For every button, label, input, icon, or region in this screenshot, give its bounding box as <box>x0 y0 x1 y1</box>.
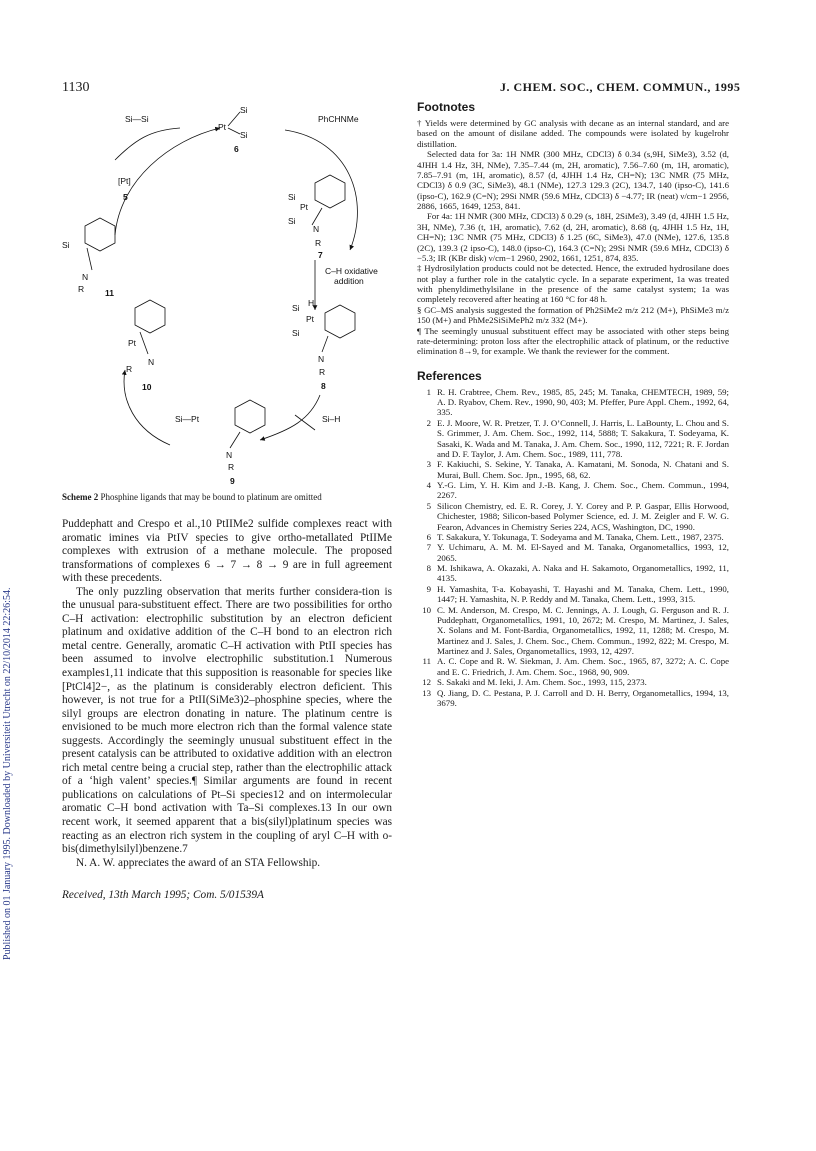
references-title: References <box>417 368 482 383</box>
footnote: ‡ Hydrosilylation products could not be detected. Hence, the extruded hydrosilane does not play a further role in the catalytic cycle. In a separate experiment, 1a was treated with phenyldimethylsilane in the presence of the same catalyst system; 1a was completely recovered after heating at 160 °C for 48 h. <box>417 263 729 305</box>
footnote: ¶ The seemingly unusual substituent effect may be associated with other steps being rate-determining: proton loss after the electrophilic attack of platinum, or the reductive elimination 8→9, for example. We thank the reviewer for the comment. <box>417 325 729 357</box>
reference-item <box>417 387 729 418</box>
received-date: Received, 13th March 1995; Com. 5/01539A <box>62 889 264 901</box>
reference-number: 8 <box>426 563 431 573</box>
reference-number: 4 <box>426 480 431 490</box>
scheme-caption <box>62 492 392 502</box>
label-si-si: Si—Si <box>125 114 149 124</box>
label-8-pt: Pt <box>306 314 315 324</box>
footnote: † Yields were determined by GC analysis with decane as an internal standard, and are based on the amount of disilane added. The compounds were isolated by kugelrohr distillation. <box>417 118 729 149</box>
notes-column <box>417 100 729 708</box>
reference-item <box>417 418 729 460</box>
label-10-pt: Pt <box>128 338 137 348</box>
reference-number: 5 <box>426 500 431 511</box>
compound-5: 5 <box>123 192 128 202</box>
label-6-si-top: Si <box>240 105 248 115</box>
reference-text: T. Sakakura, Y. Tokunaga, T. Sodeyama and M. Tanaka, Chem. Lett., 1987, 2375. <box>437 531 724 542</box>
reference-item <box>417 480 729 501</box>
reference-text: Silicon Chemistry, ed. E. R. Corey, J. Y. Corey and P. P. Gaspar, Ellis Horwood, Chichester, 1988; Silicon-based Polymer Science, ed. J. M. Zeigler and F. W. G. Fearon, Advances in Chemistry Series 224, ACS, Washington, DC, 1990. <box>437 500 729 532</box>
label-9-n: N <box>226 450 233 460</box>
label-7-n: N <box>313 224 320 234</box>
compound-8: 8 <box>321 381 326 391</box>
reference-number: 2 <box>426 417 431 428</box>
reference-text: Y. Uchimaru, A. M. M. El-Sayed and M. Tanaka, Organometallics, 1993, 12, 2065. <box>437 542 729 563</box>
reference-number: 12 <box>422 677 431 688</box>
reference-list <box>417 387 729 709</box>
compound-7: 7 <box>318 250 323 260</box>
reference-text: S. Sakaki and M. Ieki, J. Am. Chem. Soc., 1993, 115, 2373. <box>437 677 647 688</box>
label-ch-oxidative: C–H oxidative <box>325 266 378 276</box>
reference-text: Y.-G. Lim, Y. H. Kim and J.-B. Kang, J. Chem. Soc., Chem. Commun., 1994, 2267. <box>437 480 729 501</box>
reference-text: F. Kakiuchi, S. Sekine, Y. Tanaka, A. Kamatani, M. Sonoda, N. Chatani and S. Murai, Bull. Chem. Soc. Jpn., 1995, 68, 62. <box>437 459 729 480</box>
reference-number: 7 <box>426 542 431 553</box>
label-8-r: R <box>319 367 326 377</box>
label-8-h: H <box>308 298 315 308</box>
label-10-r: R <box>126 364 133 374</box>
reference-text: M. Ishikawa, A. Okazaki, A. Naka and H. Sakamoto, Organometallics, 1992, 11, 4135. <box>437 563 729 584</box>
label-8-si-top: Si <box>292 303 300 313</box>
reference-number: 13 <box>422 687 431 698</box>
reference-text: Q. Jiang, D. C. Pestana, P. J. Carroll and D. H. Berry, Organometallics, 1994, 13, 3679. <box>437 687 729 708</box>
compound-11: 11 <box>105 288 114 298</box>
reaction-scheme <box>60 100 400 490</box>
reference-item <box>417 688 729 709</box>
reference-item <box>417 563 729 584</box>
label-11-n: N <box>82 272 89 282</box>
compound-10: 10 <box>142 382 152 392</box>
footnote: § GC–MS analysis suggested the formation of Ph2SiMe2 m/z 212 (M+), PhSiMe3 m/z 150 (M+) and PhMe2SiSiMePh2 m/z 332 (M+). <box>417 304 729 326</box>
label-6-si-bottom: Si <box>240 130 248 140</box>
label-7-pt: Pt <box>300 202 309 212</box>
reference-item <box>417 501 729 532</box>
reference-item <box>417 677 729 687</box>
reference-number: 10 <box>422 604 431 615</box>
label-11-si: Si <box>62 240 70 250</box>
scheme-caption-text: Phosphine ligands that may be bound to platinum are omitted <box>98 492 322 502</box>
main-text <box>62 518 392 870</box>
acknowledgement: N. A. W. appreciates the award of an STA Fellowship. <box>76 856 321 869</box>
reference-item <box>417 605 729 657</box>
paragraph: Puddephatt and Crespo et al.,10 PtIIMe2 sulfide complexes react with aromatic imines via PtIV species to give ortho-metallated PtIIMe complexes with extrusion of a methane molecule. The proposed transformations of complexes 6 → 7 → 8 → 9 are in full agreement with these precedents. <box>62 518 392 585</box>
reference-number: 9 <box>426 583 431 594</box>
reference-number: 6 <box>426 531 431 542</box>
compound-9: 9 <box>230 476 235 486</box>
reference-number: 11 <box>422 656 431 667</box>
reference-text: A. C. Cope and R. W. Siekman, J. Am. Chem. Soc., 1965, 87, 3272; A. C. Cope and E. C. Friedrich, J. Am. Chem. Soc., 1968, 90, 909. <box>437 656 729 677</box>
reference-text: R. H. Crabtree, Chem. Rev., 1985, 85, 245; M. Tanaka, CHEMTECH, 1989, 59; A. D. Ryabov, Chem. Rev., 1990, 90, 403; M. Pfeffer, Pure Appl. Chem., 1992, 64, 335. <box>437 386 729 418</box>
label-si-h: Si–H <box>322 414 341 424</box>
reference-text: H. Yamashita, T-a. Kobayashi, T. Hayashi and M. Tanaka, Chem. Lett., 1990, 1447; H. Yamashita, N. P. Reddy and M. Tanaka, Chem. Lett., 1993, 315. <box>437 583 729 605</box>
label-11-r: R <box>78 284 85 294</box>
compound-6: 6 <box>234 144 239 154</box>
download-sidebar <box>2 260 18 960</box>
reference-item <box>417 584 729 605</box>
label-7-si-bottom: Si <box>288 216 296 226</box>
paragraph: The only puzzling observation that merits further considera-tion is the unusual para-substituent effect. There are two possibilities for ortho C–H activation: electrophilic substitution by an electron deficient platinum and oxidative addition of the C–H bond to an electron rich metal centre. Generally, aromatic C–H activation with PtII species has been assumed to involve electrophilic substitution.1 Numerous examples1,11 indicate that this supposition is reasonable for species like [PtCl4]2−, as the platinum is considerably electron deficient. This however, is not true for a PtII(SiMe3)2–phosphine species, where the silyl groups are electron donating in nature. The platinum centre is envisioned to be much more electron rich than the formal valence state suggests. Accordingly the seemingly unusual substituent effect in the present catalysis can be attributed to oxidative addition with an electron rich metal centre being a crucial step, rather than the electrophilic attack of a ‘high valent’ species.¶ Similar arguments are found in recent publications on calculations of Pt–Si species12 and on intermolecular aromatic C–H bond activation with Ta–Si complexes.13 In our own recent work, it seemed apparent that a bis(silyl)platinum species was reacting as an electron rich system in the coupling of aryl C–H with o-bis(dimethylsilyl)benzene.7 <box>62 585 392 856</box>
scheme-caption-label: Scheme 2 <box>62 492 99 502</box>
reference-item <box>417 532 729 542</box>
label-pt-catalyst: [Pt] <box>118 176 131 186</box>
label-8-si-bottom: Si <box>292 328 300 338</box>
page-number: 1130 <box>62 80 90 95</box>
reference-number: 1 <box>426 386 431 397</box>
label-9-r: R <box>228 462 235 472</box>
reference-text: E. J. Moore, W. R. Pretzer, T. J. O’Connell, J. Harris, L. LaBounty, L. Chou and S. S. Grimmer, J. Am. Chem. Soc., 1992, 114, 5888; T. Sakakura, T. Sodeyama, K. Sasaki, K. Wada and M. Tanaka, J. Am. Chem. Soc., 1990, 112, 7221; R. F. Jordan and D. F. Taylor, J. Am. Chem. Soc., 1989, 111, 778. <box>437 417 729 459</box>
reference-text: C. M. Anderson, M. Crespo, M. C. Jennings, A. J. Lough, G. Ferguson and R. J. Puddephatt, Organometallics, 1991, 10, 2672; M. Crespo, M. Martinez, J. Sales, X. Solans and M. Font-Bardia, Organometallics, 1992, 11, 1288; M. Crespo, M. Martinez and J. Sales, J. Chem. Soc., Chem. Commun., 1992, 822; M. Crespo, M. Martinez and J. Sales, Organometallics, 1993, 12, 4297. <box>437 604 729 656</box>
download-notice[interactable]: Published on 01 January 1995. Downloaded by Universiteit Utrecht on 22/10/2014 22:26:54. <box>2 587 13 960</box>
label-phchnme: PhCHNMe <box>318 114 359 124</box>
label-9-si-pt: Si—Pt <box>175 414 200 424</box>
journal-header: J. CHEM. SOC., CHEM. COMMUN., 1995 <box>500 80 741 94</box>
reference-item <box>417 459 729 480</box>
reference-item <box>417 656 729 677</box>
footnote: Selected data for 3a: 1H NMR (300 MHz, CDCl3) δ 0.34 (s,9H, SiMe3), 3.52 (d, 4JHH 1.4 Hz, 3H, NMe), 7.35–7.44 (m, 2H, aromatic), 7.56–7.60 (m, 1H, aromatic), 7.85–7.91 (m, 1H, aromatic), 8.57 (d, 4JHH 1.4 Hz, CH=N); 13C NMR (75 MHz, CDCl3) δ 0.9 (3C, SiMe3), 48.1 (NMe), 127.3 129.3 (2C), 134.7, 140 (ipso-C), 141.6 (ipso-C), 162.9 (C=N); 29Si NMR (59.6 MHz, CDCl3) δ −4.77; IR (neat) ν/cm−1 2956, 2886, 1665, 1649, 1253, 841. <box>417 149 729 211</box>
reference-number: 3 <box>426 459 431 470</box>
label-addition: addition <box>334 276 364 286</box>
label-7-si-top: Si <box>288 192 296 202</box>
footnotes-title: Footnotes <box>417 100 475 114</box>
label-8-n: N <box>318 354 325 364</box>
reference-item <box>417 542 729 563</box>
label-10-n: N <box>148 357 155 367</box>
label-6-pt: Pt <box>218 122 227 132</box>
footnote: For 4a: 1H NMR (300 MHz, CDCl3) δ 0.29 (s, 18H, 2SiMe3), 3.49 (d, 4JHH 1.5 Hz, 3H, NMe), 7.36 (t, 1H, aromatic), 7.62 (d, 2H, aromatic), 8.68 (q, 4JHH 1.5 Hz, 1H, CH=N); 13C NMR (75 MHz, CDCl3) δ 1.25 (6C, SiMe3), 47.0 (NMe), 127.6, 135.8 (2C), 139.3 (2 ipso-C), 148.0 (ipso-C), 164.3 (C=N); 29Si NMR (59.6 MHz, CDCl3) δ −5.3; IR (KBr disk) ν/cm−1 2960, 2902, 1661, 1251, 874, 835. <box>417 211 729 263</box>
label-7-r: R <box>315 238 322 248</box>
